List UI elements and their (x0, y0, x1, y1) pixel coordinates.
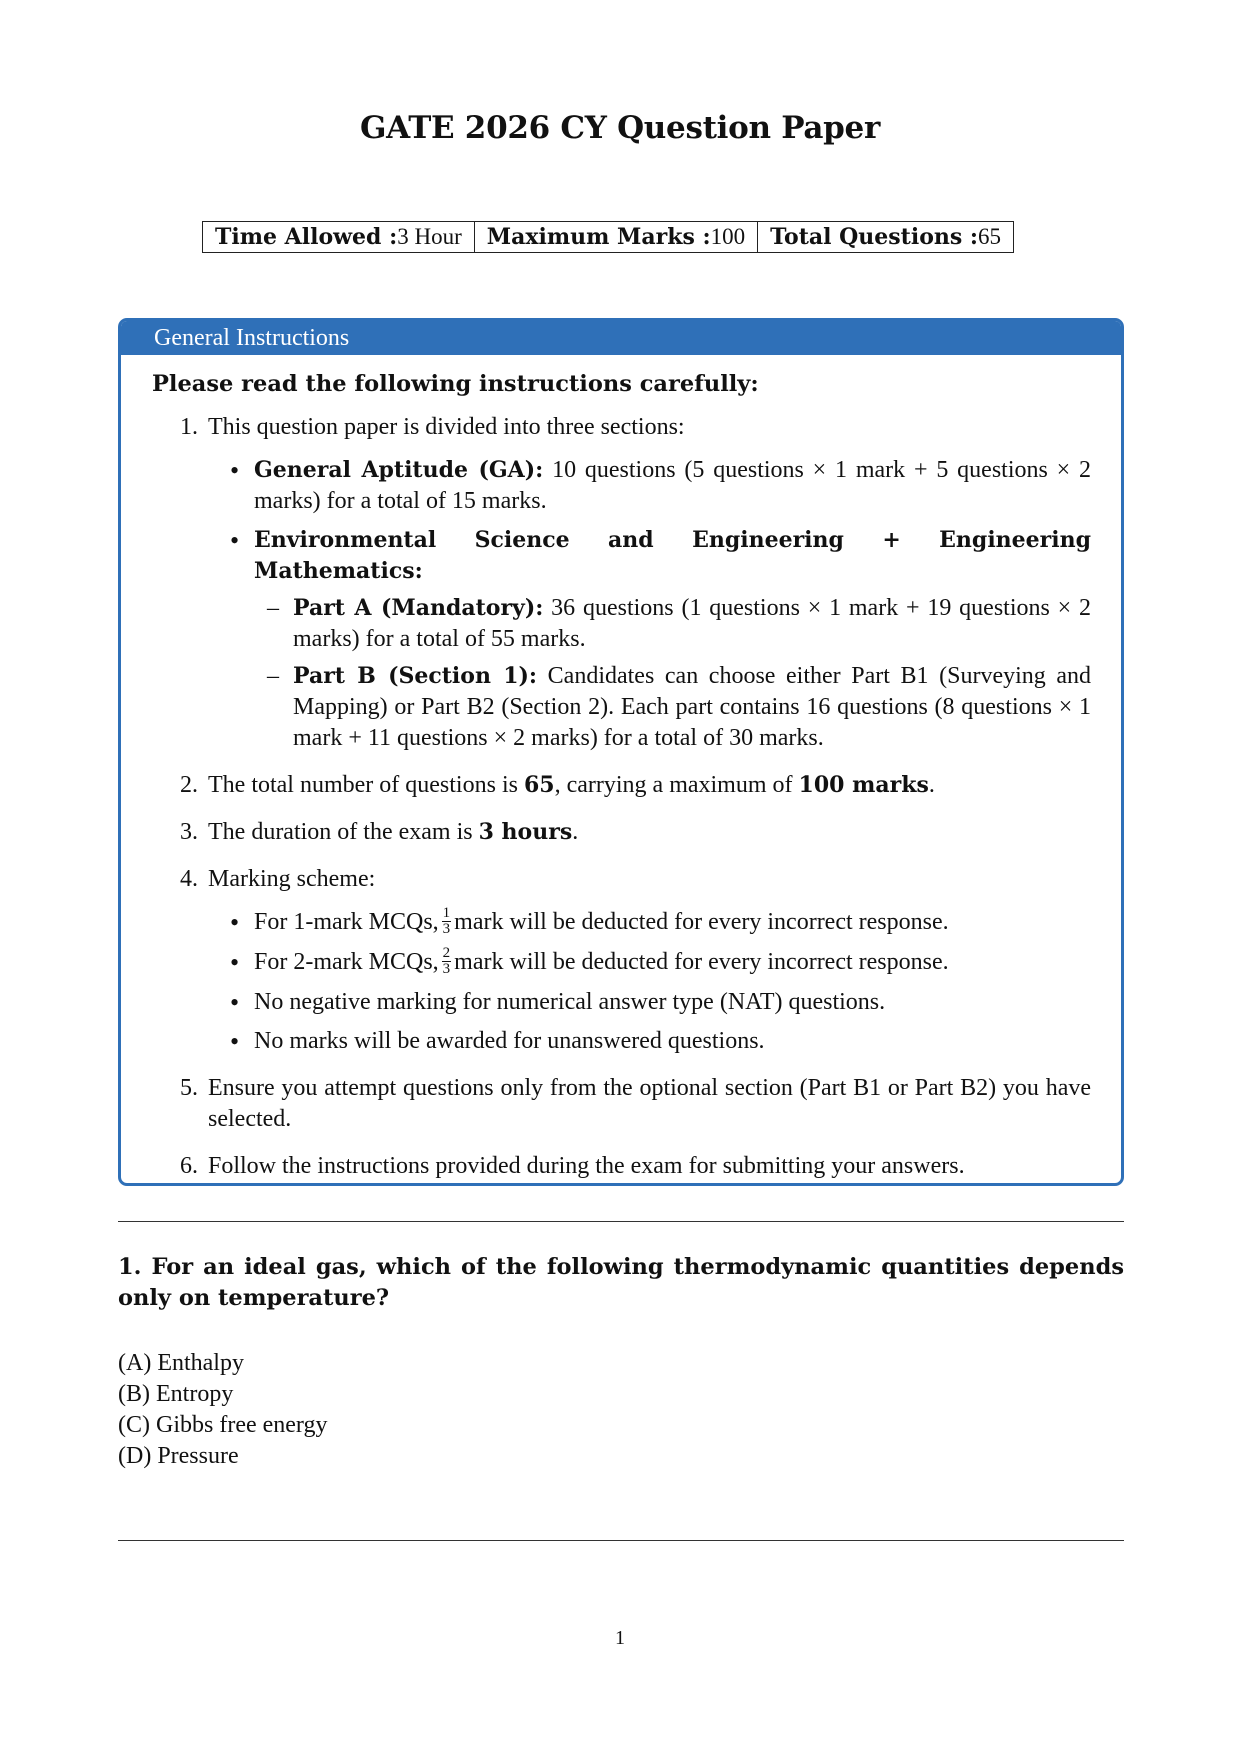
marking-1mark-post: mark will be deducted for every incorrect response. (454, 909, 949, 935)
marking-unanswered: • No marks will be awarded for unanswered questions. (254, 1026, 1091, 1057)
instruction-item-optional: 5. Ensure you attempt questions only from the optional section (Part B1 or Part B2) you have selected. (204, 1073, 1091, 1135)
marking-nat: • No negative marking for numerical answer type (NAT) questions. (254, 987, 1091, 1018)
instruction-item-total (204, 770, 1091, 801)
part-b (293, 661, 1091, 754)
option-c: (C) Gibbs free energy (118, 1412, 328, 1438)
fraction-denominator: 3 (442, 960, 451, 977)
marking-list (208, 904, 1091, 1057)
question-text: 1. For an ideal gas, which of the following thermodynamic quantities depends only on temperature? (118, 1254, 1124, 1311)
maximum-marks-label: Maximum Marks : (486, 224, 711, 250)
instructions-lead: Please read the following instructions carefully: (152, 371, 759, 397)
ese-parts-list (254, 593, 1091, 754)
fraction-two-thirds (442, 946, 452, 977)
general-instructions-box (118, 318, 1124, 1186)
total-questions-cell (758, 222, 1014, 253)
option-a: (A) Enthalpy (118, 1350, 244, 1376)
duration-text-pre: The duration of the exam is (208, 819, 479, 845)
section-ga-label: General Aptitude (GA): (254, 457, 544, 483)
fraction-one-third (442, 906, 452, 937)
divider-bottom (118, 1540, 1124, 1541)
options-list (118, 1348, 327, 1472)
marking-2mark-post: mark will be deducted for every incorrect response. (454, 948, 949, 975)
total-text-mid: , carrying a maximum of (554, 772, 799, 798)
fraction-denominator: 3 (442, 920, 451, 937)
sections-list (208, 455, 1091, 754)
page-number: 1 (615, 1627, 625, 1649)
instruction-item-duration (204, 817, 1091, 848)
sections-text: This question paper is divided into three sections: (208, 414, 685, 440)
time-allowed-cell (203, 222, 475, 253)
section-ese (254, 525, 1091, 754)
total-marks: 100 marks (798, 772, 929, 798)
marking-text: Marking scheme: (208, 866, 376, 892)
total-questions-value: 65 (978, 224, 1002, 249)
total-text-pre: The total number of questions is (208, 772, 524, 798)
time-allowed-label: Time Allowed : (215, 224, 398, 250)
marking-1mark (254, 904, 1091, 939)
part-a (293, 593, 1091, 655)
time-allowed-value: 3 Hour (397, 224, 462, 249)
maximum-marks-value: 100 (710, 224, 746, 249)
maximum-marks-cell (474, 222, 757, 253)
divider-top (118, 1221, 1124, 1222)
marking-2mark-pre: For 2-mark MCQs, (254, 948, 439, 975)
option-d: (D) Pressure (118, 1443, 239, 1469)
section-ga-text: 10 questions (5 questions × 1 mark + 5 questions × 2 marks) for a total of 15 marks. (254, 457, 1092, 514)
part-b-label: Part B (Section 1): (293, 663, 538, 689)
instructions-header: General Instructions (121, 321, 1121, 355)
instruction-item-submit: 6. Follow the instructions provided during the exam for submitting your answers. (204, 1151, 1091, 1182)
exam-meta-table (202, 221, 1014, 253)
instruction-item-sections (204, 412, 1091, 754)
part-a-text: 36 questions (1 questions × 1 mark + 19 questions × 2 marks) for a total of 55 marks. (293, 595, 1091, 652)
instructions-list (152, 412, 1091, 1182)
marking-1mark-pre: For 1-mark MCQs, (254, 909, 439, 935)
part-b-text: Candidates can choose either Part B1 (Surveying and Mapping) or Part B2 (Section 2). Each part contains 16 questions (8 questions × 1 mark + 11 questions × 2 marks) for a total of 30 marks. (293, 663, 1092, 751)
section-ese-label: Environmental Science and Engineering + Engineering Mathematics: (254, 527, 1091, 584)
total-questions-count: 65 (523, 772, 555, 798)
marking-2mark (254, 944, 1091, 979)
fraction-numerator: 2 (442, 944, 451, 961)
fraction-numerator: 1 (442, 904, 451, 921)
duration-text-post: . (572, 819, 579, 845)
section-ga (254, 455, 1091, 517)
page-title: GATE 2026 CY Question Paper (359, 110, 880, 146)
option-b: (B) Entropy (118, 1381, 234, 1407)
total-text-post: . (928, 772, 935, 798)
duration-value: 3 hours (478, 819, 573, 845)
instruction-item-marking (204, 864, 1091, 1057)
total-questions-label: Total Questions : (770, 224, 979, 250)
part-a-label: Part A (Mandatory): (293, 595, 544, 621)
instructions-body (121, 355, 1121, 1182)
